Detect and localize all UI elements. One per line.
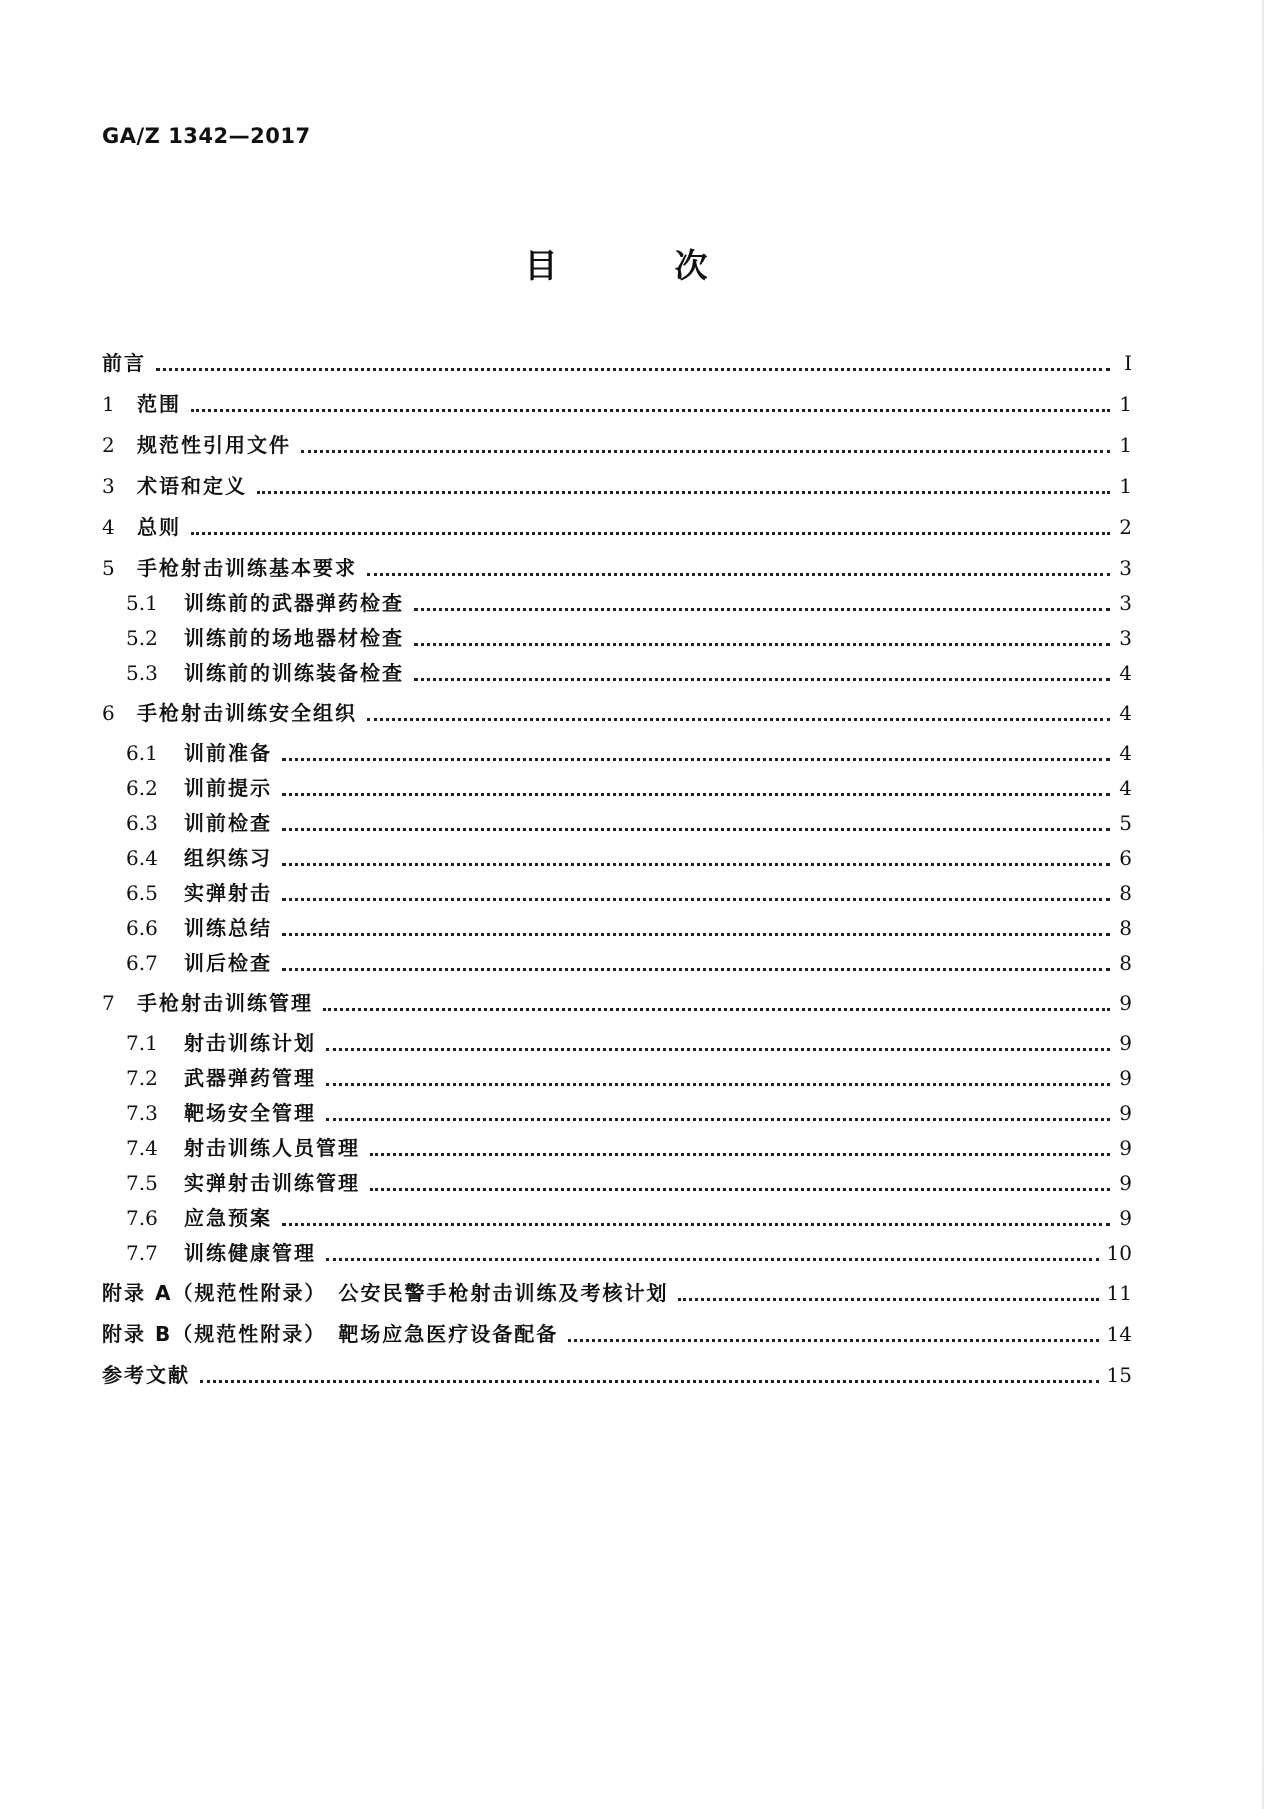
toc-entry-number: 6	[102, 701, 115, 725]
toc-entry-label: 训后检查	[184, 951, 272, 975]
toc-entry-label: 训练总结	[184, 916, 272, 940]
toc-entry[interactable]	[102, 696, 1132, 726]
toc-entry-label: 范围	[137, 392, 181, 416]
toc-dot-leader	[326, 1082, 1110, 1086]
toc-entry-page-number: 2	[1119, 515, 1132, 539]
toc-dot-leader	[282, 862, 1110, 866]
toc-entry-label: 实弹射击	[184, 881, 272, 905]
toc-entry-page-number: 6	[1119, 846, 1132, 870]
toc-entry-page-number: 9	[1119, 1101, 1132, 1125]
toc-dot-leader	[414, 642, 1110, 646]
toc-dot-leader	[282, 827, 1110, 831]
toc-entry-label: 手枪射击训练基本要求	[137, 556, 357, 580]
toc-entry-page-number: 4	[1119, 661, 1132, 685]
toc-entry-label: 射击训练人员管理	[184, 1136, 360, 1160]
toc-entry-label: 训练健康管理	[184, 1241, 316, 1265]
toc-entry[interactable]	[126, 656, 1132, 686]
toc-entry-number: 6.3	[126, 811, 158, 835]
toc-entry-number: 6.7	[126, 951, 158, 975]
toc-dot-leader	[191, 531, 1110, 535]
toc-entry[interactable]	[102, 1358, 1132, 1388]
toc-entry-label: 训练前的武器弹药检查	[184, 591, 404, 615]
toc-dot-leader	[301, 449, 1110, 453]
toc-entry-page-number: 9	[1119, 991, 1132, 1015]
toc-entry-number: 4	[102, 515, 115, 539]
toc-entry[interactable]	[126, 841, 1132, 871]
toc-entry-number: 7.6	[126, 1206, 158, 1230]
toc-entry[interactable]	[126, 1061, 1132, 1091]
toc-dot-leader	[257, 490, 1110, 494]
toc-entry[interactable]	[126, 911, 1132, 941]
toc-entry[interactable]	[126, 771, 1132, 801]
toc-dot-leader	[200, 1379, 1099, 1383]
toc-entry-label: 武器弹药管理	[184, 1066, 316, 1090]
toc-entry-page-number: 3	[1119, 626, 1132, 650]
toc-entry-page-number: 8	[1119, 916, 1132, 940]
toc-dot-leader	[282, 757, 1110, 761]
toc-entry[interactable]	[126, 946, 1132, 976]
toc-entry[interactable]	[126, 1096, 1132, 1126]
toc-entry[interactable]	[102, 428, 1132, 458]
toc-entry-page-number: 9	[1119, 1031, 1132, 1055]
toc-entry-label: 靶场安全管理	[184, 1101, 316, 1125]
toc-entry-page-number: 11	[1106, 1281, 1132, 1305]
toc-dot-leader	[414, 677, 1110, 681]
toc-entry-page-number: Ⅰ	[1124, 351, 1132, 375]
toc-entry-page-number: 1	[1119, 474, 1132, 498]
toc-entry-label: 实弹射击训练管理	[184, 1171, 360, 1195]
toc-entry-label: 附录 A（规范性附录） 公安民警手枪射击训练及考核计划	[102, 1281, 669, 1305]
toc-entry-number: 7.5	[126, 1171, 158, 1195]
toc-entry-number: 7	[102, 991, 115, 1015]
page-title: 目 次	[524, 246, 750, 285]
toc-entry[interactable]	[102, 346, 1132, 376]
toc-entry[interactable]	[126, 621, 1132, 651]
toc-dot-leader	[414, 607, 1110, 611]
toc-entry[interactable]	[102, 1276, 1132, 1306]
toc-dot-leader	[367, 572, 1110, 576]
toc-entry-number: 7.7	[126, 1241, 158, 1265]
toc-dot-leader	[370, 1152, 1110, 1156]
toc-entry-number: 2	[102, 433, 115, 457]
toc-entry-number: 5.2	[126, 626, 158, 650]
toc-entry-page-number: 9	[1119, 1206, 1132, 1230]
toc-entry-label: 规范性引用文件	[137, 433, 291, 457]
toc-entry-number: 6.5	[126, 881, 158, 905]
toc-dot-leader	[370, 1187, 1110, 1191]
toc-entry[interactable]	[126, 586, 1132, 616]
toc-entry-number: 6.6	[126, 916, 158, 940]
toc-entry-number: 6.1	[126, 741, 158, 765]
toc-entry-label: 手枪射击训练管理	[137, 991, 313, 1015]
toc-dot-leader	[282, 932, 1110, 936]
toc-entry[interactable]	[126, 876, 1132, 906]
toc-dot-leader	[326, 1257, 1099, 1261]
toc-entry[interactable]	[102, 1317, 1132, 1347]
toc-entry-page-number: 15	[1106, 1363, 1132, 1387]
toc-dot-leader	[282, 967, 1110, 971]
toc-entry[interactable]	[102, 510, 1132, 540]
toc-entry-number: 3	[102, 474, 115, 498]
toc-entry-label: 组织练习	[184, 846, 272, 870]
toc-entry-page-number: 9	[1119, 1171, 1132, 1195]
toc-entry-page-number: 3	[1119, 591, 1132, 615]
toc-dot-leader	[156, 367, 1110, 371]
toc-entry[interactable]	[126, 1131, 1132, 1161]
toc-dot-leader	[282, 1222, 1110, 1226]
toc-entry-label: 术语和定义	[137, 474, 247, 498]
toc-entry[interactable]	[102, 387, 1132, 417]
toc-dot-leader	[326, 1117, 1110, 1121]
toc-entry-number: 7.2	[126, 1066, 158, 1090]
toc-entry-number: 5.3	[126, 661, 158, 685]
toc-entry-label: 参考文献	[102, 1363, 190, 1387]
scan-edge-divider	[1262, 0, 1264, 1809]
toc-entry[interactable]	[126, 1201, 1132, 1231]
toc-dot-leader	[678, 1297, 1098, 1301]
toc-entry-number: 6.2	[126, 776, 158, 800]
toc-dot-leader	[367, 717, 1110, 721]
toc-dot-leader	[191, 408, 1110, 412]
toc-dot-leader	[323, 1007, 1110, 1011]
standard-code: GA/Z 1342—2017	[102, 124, 311, 148]
toc-entry-page-number: 4	[1119, 741, 1132, 765]
toc-entry-label: 训前检查	[184, 811, 272, 835]
toc-entry-label: 总则	[137, 515, 181, 539]
toc-entry-label: 手枪射击训练安全组织	[137, 701, 357, 725]
toc-entry-page-number: 4	[1119, 776, 1132, 800]
toc-dot-leader	[568, 1338, 1098, 1342]
toc-entry[interactable]	[102, 986, 1132, 1016]
toc-entry[interactable]	[102, 469, 1132, 499]
toc-entry-label: 附录 B（规范性附录） 靶场应急医疗设备配备	[102, 1322, 559, 1346]
toc-entry-page-number: 1	[1119, 392, 1132, 416]
toc-entry-page-number: 8	[1119, 951, 1132, 975]
toc-entry-number: 7.3	[126, 1101, 158, 1125]
toc-entry-page-number: 8	[1119, 881, 1132, 905]
toc-entry-page-number: 1	[1119, 433, 1132, 457]
toc-entry-page-number: 4	[1119, 701, 1132, 725]
toc-entry-page-number: 9	[1119, 1136, 1132, 1160]
toc-entry[interactable]	[102, 551, 1132, 581]
toc-entry-page-number: 9	[1119, 1066, 1132, 1090]
toc-entry[interactable]	[126, 1166, 1132, 1196]
toc-entry[interactable]	[126, 1236, 1132, 1266]
toc-entry-label: 训练前的场地器材检查	[184, 626, 404, 650]
toc-dot-leader	[282, 897, 1110, 901]
toc-entry-page-number: 14	[1106, 1322, 1132, 1346]
toc-entry-label: 射击训练计划	[184, 1031, 316, 1055]
toc-entry-label: 训前准备	[184, 741, 272, 765]
toc-entry-label: 训前提示	[184, 776, 272, 800]
toc-entry-page-number: 3	[1119, 556, 1132, 580]
toc-entry-number: 7.4	[126, 1136, 158, 1160]
toc-entry-label: 训练前的训练装备检查	[184, 661, 404, 685]
toc-entry-page-number: 10	[1106, 1241, 1132, 1265]
toc-entry[interactable]	[126, 806, 1132, 836]
toc-entry-number: 5	[102, 556, 115, 580]
toc-entry-number: 1	[102, 392, 115, 416]
toc-entry[interactable]	[126, 1026, 1132, 1056]
toc-entry-label: 前言	[102, 351, 146, 375]
toc-entry-page-number: 5	[1119, 811, 1132, 835]
toc-entry-number: 5.1	[126, 591, 158, 615]
toc-entry[interactable]	[126, 736, 1132, 766]
toc-entry-label: 应急预案	[184, 1206, 272, 1230]
toc-entry-number: 7.1	[126, 1031, 158, 1055]
toc-entry-number: 6.4	[126, 846, 158, 870]
toc-dot-leader	[282, 792, 1110, 796]
toc-dot-leader	[326, 1047, 1110, 1051]
